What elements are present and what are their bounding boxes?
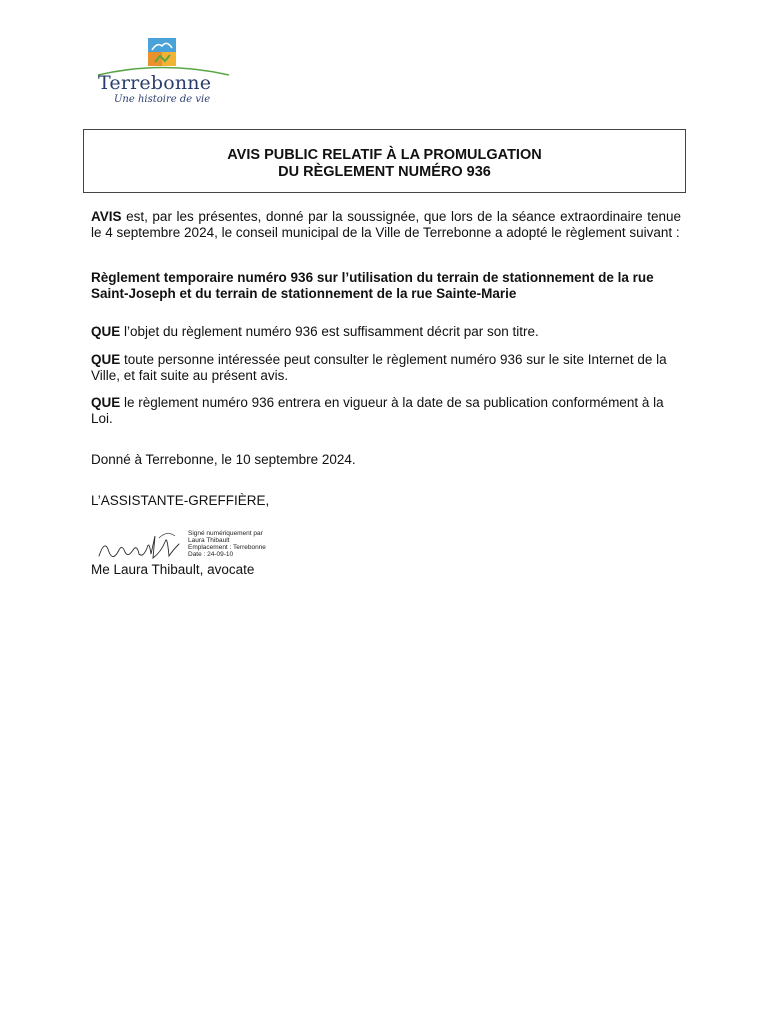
que-lead: QUE xyxy=(91,324,121,339)
signatory-role: L’ASSISTANTE-GREFFIÈRE, xyxy=(91,493,270,508)
intro-lead: AVIS xyxy=(91,209,122,224)
logo-tagline: Une histoire de vie xyxy=(114,94,211,105)
logo-name: Terrebonne xyxy=(98,72,212,94)
intro-text: est, par les présentes, donné par la soussignée, que lors de la séance extraordinaire tenue le 4 septembre 2024, le conseil municipal de la Ville de Terrebonne a adopté le règlement suivant : xyxy=(91,209,681,240)
que-lead: QUE xyxy=(91,395,121,410)
signature-meta-line: Laura Thibault xyxy=(188,537,230,544)
que-paragraph-2 xyxy=(91,352,681,383)
que-paragraph-1 xyxy=(91,324,681,340)
signature-meta-line: Signé numériquement par xyxy=(188,530,263,537)
signature-metadata xyxy=(188,530,266,558)
terrebonne-logo xyxy=(96,36,231,108)
que-text: le règlement numéro 936 entrera en vigueur à la date de sa publication conformément à la Loi. xyxy=(91,395,664,426)
handwritten-signature-icon xyxy=(95,528,185,564)
notice-title-box xyxy=(83,129,686,193)
given-date: Donné à Terrebonne, le 10 septembre 2024. xyxy=(91,452,356,467)
notice-title-line-1: AVIS PUBLIC RELATIF À LA PROMULGATION xyxy=(227,147,542,163)
que-paragraph-3 xyxy=(91,395,681,426)
regulation-title: Règlement temporaire numéro 936 sur l’utilisation du terrain de stationnement de la rue Saint-Joseph et du terrain de stationnement de la rue Sainte-Marie xyxy=(91,270,654,301)
signature-meta-line: Date : 24-09-10 xyxy=(188,551,234,558)
que-lead: QUE xyxy=(91,352,121,367)
signer-name: Me Laura Thibault, avocate xyxy=(91,562,255,577)
notice-title-line-2: DU RÈGLEMENT NUMÉRO 936 xyxy=(278,164,491,180)
que-text: l’objet du règlement numéro 936 est suffisamment décrit par son titre. xyxy=(120,324,539,339)
signature-meta-line: Emplacement : Terrebonne xyxy=(188,544,266,551)
intro-paragraph xyxy=(91,209,681,240)
que-text: toute personne intéressée peut consulter le règlement numéro 936 sur le site Internet de la Ville, et fait suite au présent avis. xyxy=(91,352,667,383)
digital-signature xyxy=(91,528,351,564)
